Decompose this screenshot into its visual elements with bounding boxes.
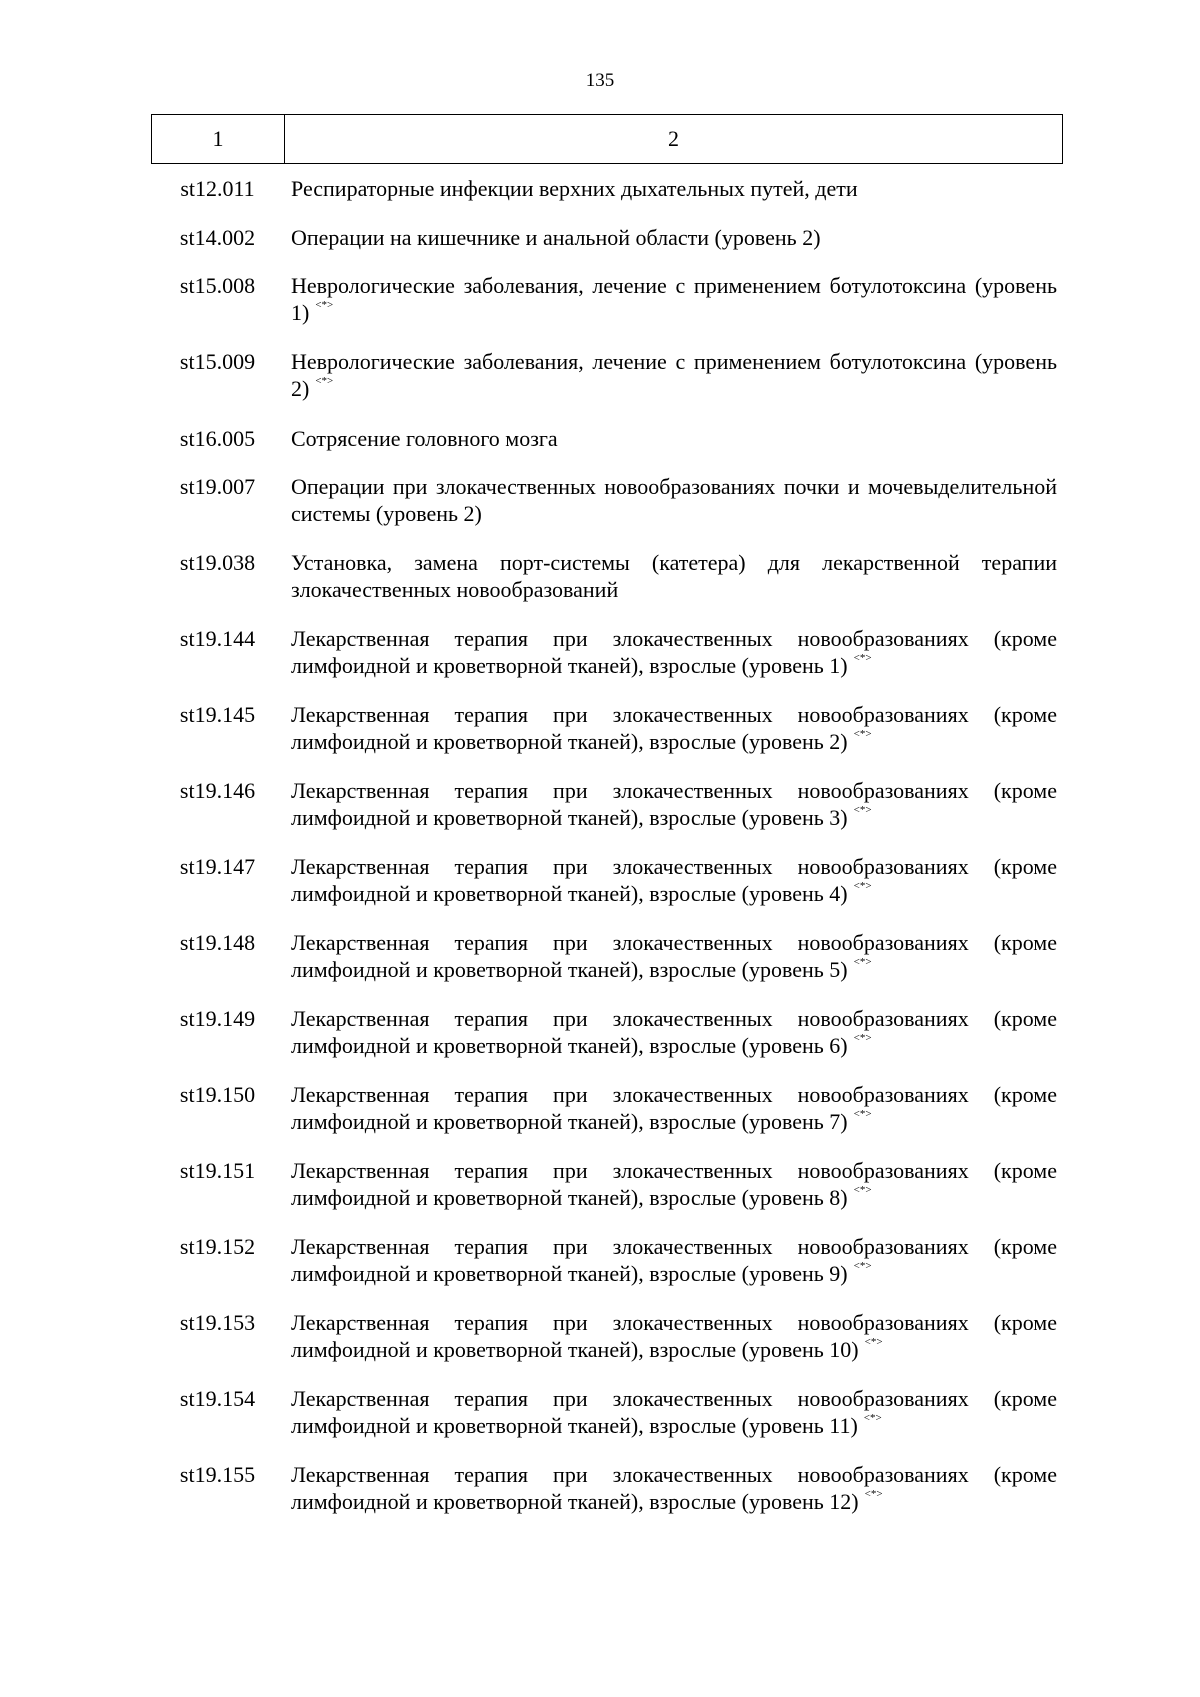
table-row <box>151 224 1063 251</box>
footnote-mark: <*> <box>853 1184 872 1196</box>
row-text: Лекарственная терапия при злокачественных новообразованиях (кроме лимфоидной и кроветворной тканей), взрослые (уровень 12) <box>291 1462 1057 1514</box>
row-description <box>291 1233 1057 1287</box>
row-text: Неврологические заболевания, лечение с применением ботулотоксина (уровень 1) <box>291 273 1057 325</box>
row-code: st19.153 <box>179 1310 256 1335</box>
row-description <box>291 1309 1057 1363</box>
row-code: st19.144 <box>179 626 256 651</box>
row-code: st19.149 <box>179 1006 256 1031</box>
row-text: Лекарственная терапия при злокачественных новообразованиях (кроме лимфоидной и кроветворной тканей), взрослые (уровень 9) <box>291 1234 1057 1286</box>
page-number: 135 <box>585 70 615 91</box>
table-row <box>151 1385 1063 1439</box>
row-text: Лекарственная терапия при злокачественных новообразованиях (кроме лимфоидной и кроветворной тканей), взрослые (уровень 7) <box>291 1082 1057 1134</box>
table-row <box>151 777 1063 831</box>
table-row <box>151 1233 1063 1287</box>
footnote-mark: <*> <box>853 728 872 740</box>
table-row <box>151 1461 1063 1515</box>
row-code: st19.151 <box>179 1158 256 1183</box>
row-description <box>291 224 1057 251</box>
row-text: Лекарственная терапия при злокачественных новообразованиях (кроме лимфоидной и кроветворной тканей), взрослые (уровень 3) <box>291 778 1057 830</box>
footnote-mark: <*> <box>315 375 334 387</box>
row-code: st15.008 <box>179 273 256 298</box>
row-description <box>291 1157 1057 1211</box>
row-text: Респираторные инфекции верхних дыхательных путей, дети <box>291 176 858 201</box>
row-description <box>291 473 1057 527</box>
table-row <box>151 853 1063 907</box>
row-code: st19.147 <box>179 854 256 879</box>
footnote-mark: <*> <box>853 1260 872 1272</box>
row-code: st16.005 <box>179 426 256 451</box>
footnote-mark: <*> <box>853 1032 872 1044</box>
row-text: Лекарственная терапия при злокачественных новообразованиях (кроме лимфоидной и кроветворной тканей), взрослые (уровень 2) <box>291 702 1057 754</box>
table-row <box>151 348 1063 402</box>
row-description <box>291 777 1057 831</box>
row-text: Операции на кишечнике и анальной области (уровень 2) <box>291 225 821 250</box>
footnote-mark: <*> <box>315 299 334 311</box>
row-text: Неврологические заболевания, лечение с применением ботулотоксина (уровень 2) <box>291 349 1057 401</box>
footnote-mark: <*> <box>853 880 872 892</box>
table-row <box>151 272 1063 326</box>
row-text: Сотрясение головного мозга <box>291 426 558 451</box>
row-code: st14.002 <box>179 225 256 250</box>
table-row <box>151 473 1063 527</box>
row-text: Лекарственная терапия при злокачественных новообразованиях (кроме лимфоидной и кроветворной тканей), взрослые (уровень 4) <box>291 854 1057 906</box>
row-code: st19.007 <box>179 474 256 499</box>
row-description <box>291 1081 1057 1135</box>
row-description <box>291 549 1057 603</box>
row-text: Лекарственная терапия при злокачественных новообразованиях (кроме лимфоидной и кроветворной тканей), взрослые (уровень 6) <box>291 1006 1057 1058</box>
header-col-1: 1 <box>152 115 285 163</box>
row-description <box>291 175 1057 202</box>
footnote-mark: <*> <box>853 956 872 968</box>
row-description <box>291 272 1057 326</box>
row-text: Лекарственная терапия при злокачественных новообразованиях (кроме лимфоидной и кроветворной тканей), взрослые (уровень 11) <box>291 1386 1057 1438</box>
row-code: st19.146 <box>179 778 256 803</box>
row-code: st15.009 <box>179 349 256 374</box>
row-text: Операции при злокачественных новообразованиях почки и мочевыделительной системы (уровень 2) <box>291 474 1057 526</box>
row-text: Лекарственная терапия при злокачественных новообразованиях (кроме лимфоидной и кроветворной тканей), взрослые (уровень 1) <box>291 626 1057 678</box>
table-row <box>151 701 1063 755</box>
row-text: Лекарственная терапия при злокачественных новообразованиях (кроме лимфоидной и кроветворной тканей), взрослые (уровень 5) <box>291 930 1057 982</box>
footnote-mark: <*> <box>864 1336 883 1348</box>
table-row <box>151 1081 1063 1135</box>
footnote-mark: <*> <box>853 804 872 816</box>
row-code: st12.011 <box>180 176 255 201</box>
table-row <box>151 1157 1063 1211</box>
row-description <box>291 701 1057 755</box>
table-row <box>151 929 1063 983</box>
row-description <box>291 625 1057 679</box>
row-description <box>291 348 1057 402</box>
table-row <box>151 425 1063 452</box>
row-description <box>291 853 1057 907</box>
footnote-mark: <*> <box>853 652 872 664</box>
table-header <box>151 114 1063 164</box>
row-code: st19.155 <box>179 1462 256 1487</box>
footnote-mark: <*> <box>853 1108 872 1120</box>
row-description <box>291 1005 1057 1059</box>
header-col-2: 2 <box>668 126 679 151</box>
row-description <box>291 1385 1057 1439</box>
footnote-mark: <*> <box>864 1488 883 1500</box>
table-row <box>151 549 1063 603</box>
table-row <box>151 1005 1063 1059</box>
row-description <box>291 929 1057 983</box>
row-text: Лекарственная терапия при злокачественных новообразованиях (кроме лимфоидной и кроветворной тканей), взрослые (уровень 10) <box>291 1310 1057 1362</box>
table-row <box>151 175 1063 202</box>
row-code: st19.038 <box>179 550 256 575</box>
row-text: Установка, замена порт-системы (катетера) для лекарственной терапии злокачественных новообразований <box>291 550 1057 602</box>
row-code: st19.154 <box>179 1386 256 1411</box>
row-code: st19.152 <box>179 1234 256 1259</box>
row-text: Лекарственная терапия при злокачественных новообразованиях (кроме лимфоидной и кроветворной тканей), взрослые (уровень 8) <box>291 1158 1057 1210</box>
row-code: st19.150 <box>179 1082 256 1107</box>
row-description <box>291 425 1057 452</box>
row-description <box>291 1461 1057 1515</box>
row-code: st19.145 <box>179 702 256 727</box>
table-row <box>151 625 1063 679</box>
table-row <box>151 1309 1063 1363</box>
footnote-mark: <*> <box>863 1412 882 1424</box>
row-code: st19.148 <box>179 930 256 955</box>
